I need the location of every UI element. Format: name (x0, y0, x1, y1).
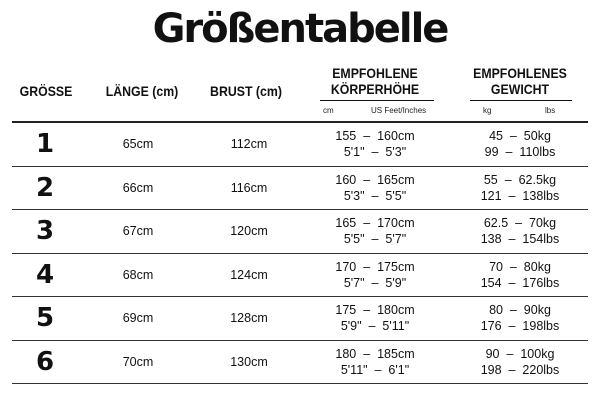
cell-weight-lbs: 154 – 176lbs (480, 275, 560, 290)
header-chest: BRUST (cm) (210, 83, 282, 99)
cell-height-cm: 160 – 165cm (335, 172, 415, 187)
cell-length: 69cm (122, 311, 154, 325)
header-height-line2: KÖRPERHÖHE (330, 81, 420, 97)
cell-length: 67cm (122, 224, 154, 238)
cell-height-ft: 5'3" – 5'5" (343, 188, 407, 203)
cell-height-cm: 175 – 180cm (335, 303, 415, 317)
header-weight-sub-lbs: lbs (545, 106, 556, 115)
cell-size: 4 (35, 259, 55, 290)
cell-height-ft: 5'7" – 5'9" (343, 275, 407, 290)
cell-height-cm: 155 – 160cm (335, 129, 415, 143)
cell-weight-lbs: 121 – 138lbs (480, 188, 560, 203)
cell-height-ft: 5'11" – 6'1" (340, 362, 410, 377)
cell-weight-lbs: 176 – 198lbs (480, 319, 560, 333)
header-weight-sub-kg: kg (483, 106, 492, 115)
cell-size: 6 (35, 346, 55, 377)
cell-size: 2 (35, 172, 55, 203)
cell-height-cm: 180 – 185cm (335, 346, 415, 361)
cell-height-cm: 165 – 170cm (335, 216, 415, 230)
cell-chest: 116cm (230, 180, 268, 195)
header-height-underline (320, 100, 434, 101)
cell-chest: 124cm (230, 267, 268, 282)
cell-length: 66cm (122, 180, 154, 195)
header-length: LÄNGE (cm) (105, 83, 179, 99)
cell-chest: 128cm (230, 311, 268, 325)
cell-weight-lbs: 138 – 154lbs (480, 232, 560, 246)
cell-weight-kg: 45 – 50kg (489, 129, 551, 143)
cell-length: 65cm (122, 137, 154, 151)
cell-length: 70cm (122, 354, 154, 369)
cell-weight-kg: 80 – 90kg (489, 303, 551, 317)
cell-chest: 120cm (230, 224, 268, 238)
header-weight-line2: GEWICHT (490, 81, 550, 97)
cell-size: 1 (35, 129, 55, 159)
cell-weight-kg: 90 – 100kg (485, 346, 555, 361)
cell-size: 5 (35, 303, 55, 333)
cell-weight-kg: 70 – 80kg (489, 259, 551, 274)
cell-size: 3 (35, 216, 55, 246)
cell-chest: 130cm (230, 354, 268, 369)
cell-length: 68cm (122, 267, 154, 282)
row-divider (12, 383, 588, 384)
header-height-line1: EMPFOHLENE (332, 65, 418, 81)
cell-weight-kg: 55 – 62.5kg (483, 172, 557, 187)
cell-weight-lbs: 99 – 110lbs (484, 145, 556, 159)
cell-chest: 112cm (230, 137, 268, 151)
cell-height-ft: 5'9" – 5'11" (340, 319, 410, 333)
cell-weight-kg: 62.5 – 70kg (483, 216, 557, 230)
cell-height-cm: 170 – 175cm (335, 259, 415, 274)
page-title: Größentabelle (152, 6, 448, 52)
header-size: GRÖSSE (19, 83, 73, 99)
cell-height-ft: 5'1" – 5'3" (343, 145, 407, 159)
header-weight-underline (470, 100, 572, 101)
cell-height-ft: 5'5" – 5'7" (343, 232, 407, 246)
cell-weight-lbs: 198 – 220lbs (480, 362, 560, 377)
header-weight-line1: EMPFOHLENES (473, 65, 567, 81)
header-height-sub-cm: cm (323, 106, 334, 115)
header-height-sub-us: US Feet/Inches (371, 106, 427, 115)
